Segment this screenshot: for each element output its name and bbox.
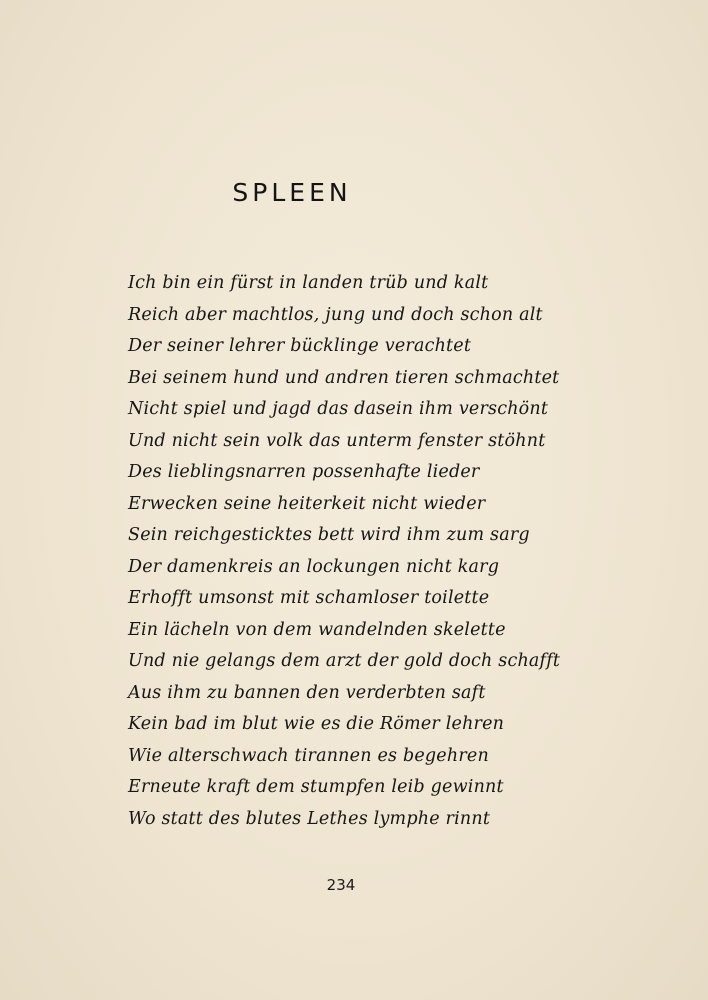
poem-line: Des lieblingsnarren possenhafte lieder <box>128 462 480 482</box>
poem-line: Wo statt des blutes Lethes lymphe rinnt <box>128 808 491 829</box>
poem-line: Wie alterschwach tirannen es begehren <box>128 745 489 766</box>
poem-line: Und nicht sein volk das unterm fenster stöhnt <box>128 430 546 451</box>
poem-line: Sein reichgesticktes bett wird ihm zum sarg <box>128 525 530 545</box>
poem-line: Bei seinem hund und andren tieren schmachtet <box>128 367 560 388</box>
poem-line: Nicht spiel und jagd das dasein ihm verschönt <box>128 399 549 419</box>
page-number: 234 <box>326 876 356 894</box>
poem-line: Und nie gelangs dem arzt der gold doch schafft <box>128 651 561 671</box>
poem-line: Ich bin ein fürst in landen trüb und kalt <box>128 273 489 293</box>
poem-line: Erhofft umsonst mit schamloser toilette <box>128 588 490 608</box>
poem-line: Erneute kraft dem stumpfen leib gewinnt <box>128 777 504 797</box>
poem-line: Ein lächeln von dem wandelnden skelette <box>128 619 506 640</box>
poem-line: Der damenkreis an lockungen nicht karg <box>128 556 500 577</box>
poem-line: Aus ihm zu bannen den verderbten saft <box>128 682 486 703</box>
poem-line: Erwecken seine heiterkeit nicht wieder <box>128 493 486 514</box>
poem-line: Kein bad im blut wie es die Römer lehren <box>128 714 505 734</box>
poem-body <box>128 268 588 835</box>
poem-title: SPLEEN <box>232 178 352 207</box>
poem-line: Der seiner lehrer bücklinge verachtet <box>128 336 472 356</box>
poem-line: Reich aber machtlos, jung und doch schon alt <box>128 304 543 325</box>
